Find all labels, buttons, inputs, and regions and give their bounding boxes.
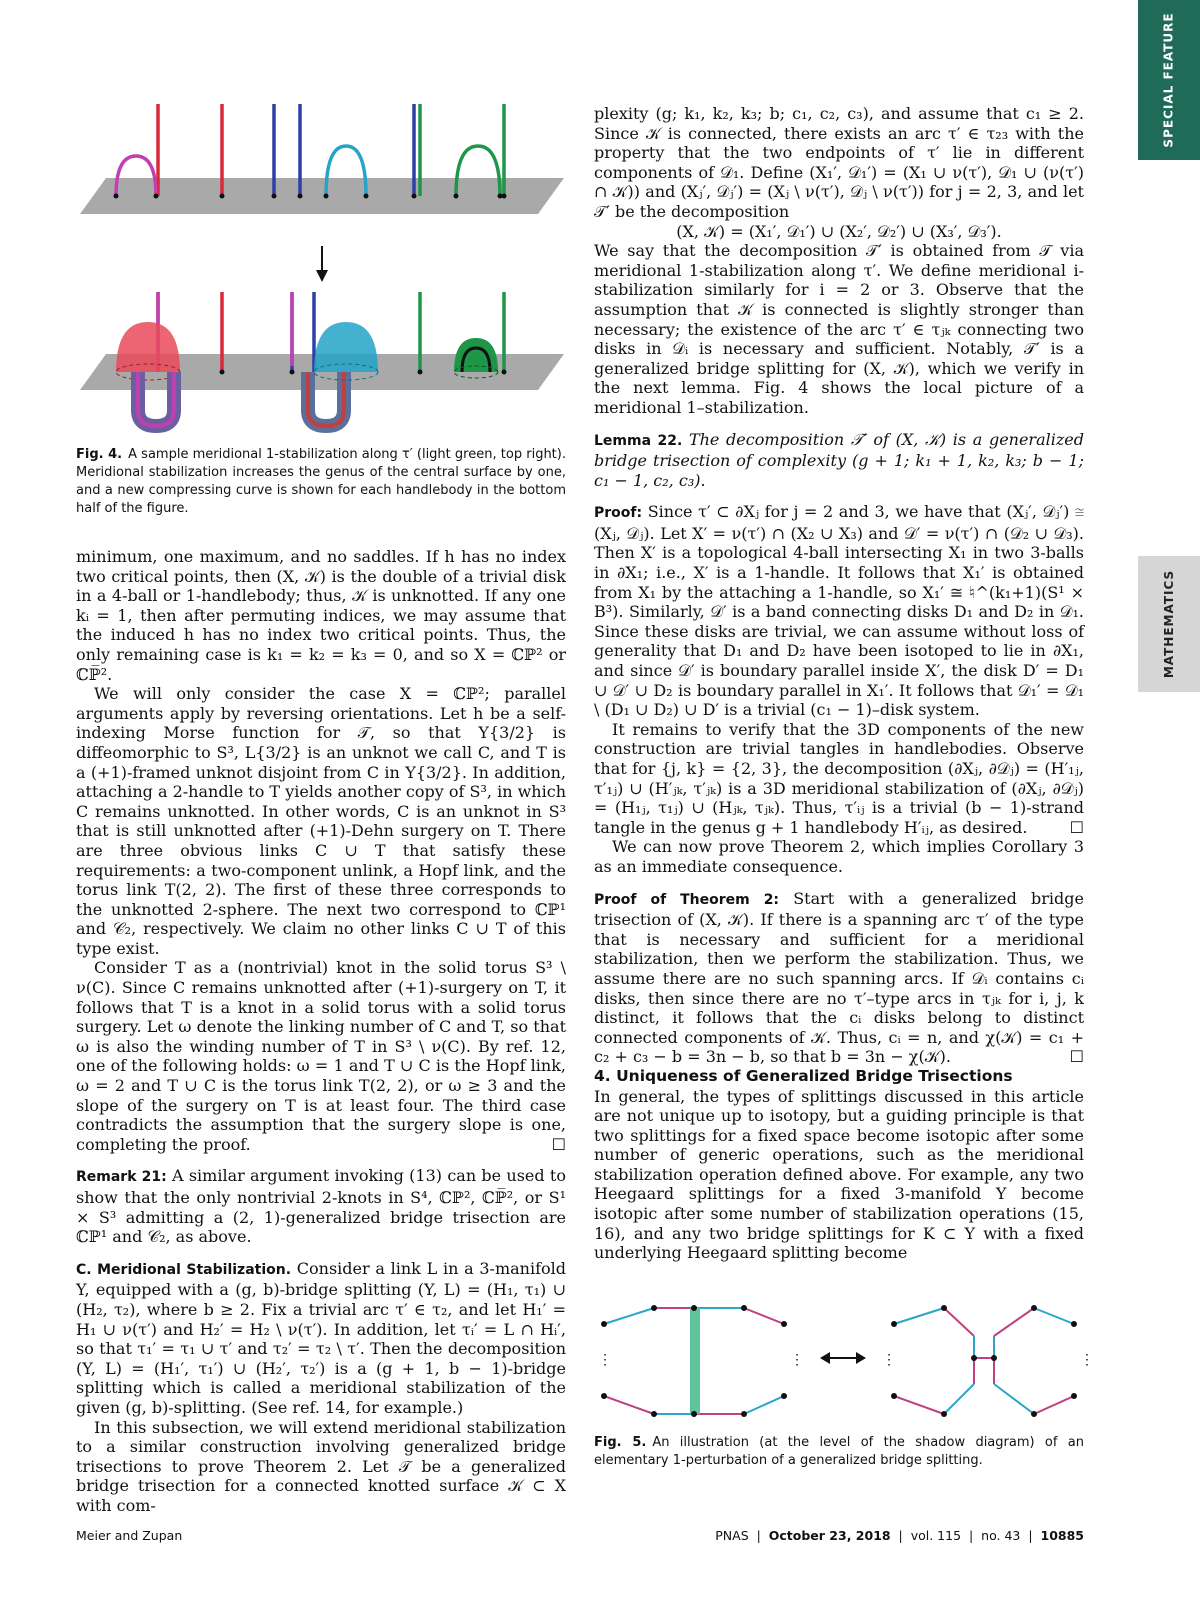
right-p3: It remains to verify that the 3D components of the new construction are trivial tangles in handlebodies. Observe that for {j, k} = {2, 3}, the decomposition (∂Xⱼ, ∂𝒟ⱼ) = (H′₁ⱼ, τ′₁ⱼ) ∪ (H′ⱼₖ, τ′ⱼₖ) is a 3D meridional stabilization of (∂Xⱼ, ∂𝒟ⱼ) = (H₁ⱼ, τ₁ⱼ) ∪ (Hⱼₖ, τⱼₖ). Thus, τ′ᵢⱼ is a trivial (b − 1)-strand tangle in the genus g + 1 handlebody H′ᵢⱼ, as desired. ☐	[594, 719, 1084, 837]
figure-5	[594, 1296, 1124, 1421]
lemma-22: Lemma 22. The decomposition 𝒯′ of (X, 𝒦) is a generalized bridge trisection of complexity (g + 1; k₁ + 1, k₂, k₃; b − 1; c₁ − 1, c₂, c₃).	[594, 429, 1084, 490]
footer-citation: PNAS | October 23, 2018 | vol. 115 | no. 43 | 10885	[715, 1528, 1084, 1543]
fig4-caption: Fig. 4. A sample meridional 1-stabilization along τ′ (light green, top right). Meridional stabilization increases the genus of the central surface by one, and a new compressing curve is shown for each handlebody in the bottom half of the figure.	[76, 447, 566, 516]
section-4-heading: 4. Uniqueness of Generalized Bridge Trisections	[594, 1066, 1013, 1085]
section-c: C. Meridional Stabilization. Consider a link L in a 3-manifold Y, equipped with a (g, b)-bridge splitting (Y, L) = (H₁, τ₁) ∪ (H₂, τ₂), where b ≥ 2. Fix a trivial arc τ′ ∈ τ₂, and let H₁′ = H₁ ∪ ν(τ′) and H₂′ = H₂ \ ν(τ′). In addition, let τᵢ′ = L ∩ Hᵢ′, so that τ₁′ = τ₁ ∪ τ′ and τ₂′ = τ₂ \ τ′. Then the decomposition (Y, L) = (H₁′, τ₁′) ∪ (H₂′, τ₂′) is a (g + 1, b − 1)-bridge splitting which is called a meridional stabilization of the given (g, b)-splitting. (See ref. 14, for example.)	[76, 1258, 566, 1417]
decomposition-equation: (X, 𝒦) = (X₁′, 𝒟₁′) ∪ (X₂′, 𝒟₂′) ∪ (X₃′, 𝒟₃′).	[676, 221, 1002, 241]
fig5-caption: Fig. 5. An illustration (at the level of the shadow diagram) of an elementary 1-perturbation of a generalized bridge splitting.	[594, 1435, 1084, 1468]
fig5-right-diagram	[894, 1308, 1074, 1414]
left-p2: We will only consider the case X = ℂℙ²; parallel arguments apply by reversing orientations. Let h be a self-indexing Morse function for 𝒯, so that Y{3/2} is diffeomorphic to S³, L{3/2} is an unknot we call C, and T is a (+1)-framed unknot disjoint from C in Y{3/2}. In addition, attaching a 2-handle to T yields another copy of S³, in which C remains unknotted. In other words, C is an unknot in S³ that is still unknotted after (+1)-Dehn surgery on T. There are three obvious links C ∪ T that satisfy these requirements: a two-component unlink, a Hopf link, and the torus link T(2, 2). The first of these three corresponds to the unknotted 2-sphere. The next two correspond to ℂℙ¹ and 𝒞₂, respectively. We claim no other links C ∪ T of this type exist.	[76, 684, 566, 958]
right-p2: We say that the decomposition 𝒯′ is obtained from 𝒯 via meridional 1-stabilization along τ′. We define meridional i-stabilization similarly for i = 2 or 3. Observe that the assumption that 𝒦 is connected is slightly stronger than necessary; the existence of the arc τ′ ∈ τⱼₖ connecting two disks in 𝒟ᵢ is necessary and sufficient. Notably, 𝒯′ is a generalized bridge splitting for (X, 𝒦), which we verify in the next lemma. Fig. 4 shows the local picture of a meridional 1–stabilization.	[594, 241, 1084, 417]
svg-text:⋮: ⋮	[882, 1352, 896, 1368]
svg-text:⋮: ⋮	[1080, 1352, 1094, 1368]
remark-21: Remark 21: A similar argument invoking (13) can be used to show that the only nontrivial 2-knots in S⁴, ℂℙ², ℂℙ̅², or S¹ × S³ admitting a (2, 1)-generalized bridge trisection are ℂℙ¹ and 𝒞₂, as above.	[76, 1166, 566, 1247]
fig4-down-arrow	[316, 246, 328, 282]
fig4-top-plane	[80, 178, 564, 214]
right-p1: plexity (g; k₁, k₂, k₃; b; c₁, c₂, c₃), and assume that c₁ ≥ 2. Since 𝒦 is connected, there exists an arc τ′ ∈ τ₂₃ with the property that the two endpoints of τ′ lie in different components of 𝒟₁. Define (X₁′, 𝒟₁′) = (X₁ ∪ ν(τ′), 𝒟₁ ∪ (ν(τ′) ∩ 𝒦)) and (Xⱼ′, 𝒟ⱼ′) = (Xⱼ \ ν(τ′), 𝒟ⱼ \ ν(τ′)) for j = 2, 3, and let 𝒯′ be the decomposition	[594, 104, 1084, 221]
right-column	[594, 104, 1084, 1263]
fig4-red-dome	[116, 322, 180, 372]
proof-lemma-22: Proof: Since τ′ ⊂ ∂Xⱼ for j = 2 and 3, we have that (Xⱼ′, 𝒟ⱼ′) ≅ (Xⱼ, 𝒟ⱼ). Let X′ = ν(τ′) ∩ (X₂ ∪ X₃) and 𝒟′ = ν(τ′) ∩ (𝒟₂ ∪ 𝒟₃). Then X′ is a topological 4-ball intersecting X₁ in two 3-balls in ∂X₁; i.e., X′ is a 1-handle. It follows that X₁′ is obtained from X₁ by the attaching a 1-handle, so X₁′ ≅ ♮^(k₁+1)(S¹ × B³). Similarly, 𝒟′ is a band connecting disks D₁ and D₂ in 𝒟₁. Since these disks are trivial, we can assume without loss of generality that D₁ and D₂ have been isotoped to lie in ∂X₁, and since 𝒟′ is boundary parallel inside X′, the disk D′ = D₁ ∪ 𝒟′ ∪ D₂ is boundary parallel in X₁′. It follows that 𝒟₁′ = 𝒟₁ \ (D₁ ∪ D₂) ∪ D′ is a trivial (c₁ − 1)–disk system.	[594, 502, 1084, 720]
left-column	[76, 547, 566, 1516]
proof-theorem-2: Proof of Theorem 2: Start with a generalized bridge trisection of (X, 𝒦). If there is a spanning arc τ′ of the type that is necessary and sufficient for a meridional stabilization, then we perform the stabilization. Thus, we assume there are no such spanning arcs. If 𝒟ᵢ contains cᵢ disks, then since there are no τ′–type arcs in τⱼₖ for i, j, k distinct, it follows that the cᵢ disks belong to distinct connected components of 𝒦. Thus, cᵢ = n, and χ(𝒦) = c₁ + c₂ + c₃ − b = 3n − b, so that b = 3n − χ(𝒦). ☐	[594, 888, 1084, 1067]
figure-4	[76, 96, 576, 446]
right-p5: In general, the types of splittings discussed in this article are not unique up to isotopy, but a guiding principle is that two splittings for a fixed space become isotopic after some number of generic operations, such as the meridional stabilization operation defined above. For example, any two Heegaard splittings for a fixed 3-manifold Y become isotopic after some number of stabilization operations (15, 16), and any two bridge splittings for K ⊂ Y with a fixed underlying Heegaard splitting become	[594, 1086, 1084, 1263]
left-p1: minimum, one maximum, and no saddles. If h has no index two critical points, then (X, 𝒦) is the double of a trivial disk in a 4-ball or 1-handlebody; thus, 𝒦 is unknotted. If any one kᵢ = 1, then after permuting indices, we may assume that the induced h has no index two critical points. Thus, the only remaining case is k₁ = k₂ = k₃ = 0, and so X = ℂℙ² or ℂℙ̅².	[76, 547, 566, 684]
special-feature-tab: SPECIAL FEATURE	[1138, 0, 1200, 160]
footer-authors: Meier and Zupan	[76, 1528, 183, 1543]
fig5-label: Fig. 5.	[594, 1435, 647, 1450]
fig5-band	[690, 1308, 700, 1414]
fig4-label: Fig. 4.	[76, 447, 123, 462]
svg-text:⋮: ⋮	[598, 1352, 612, 1368]
mathematics-tab: MATHEMATICS	[1138, 556, 1200, 692]
left-p3: Consider T as a (nontrivial) knot in the solid torus S³ \ ν(C). Since C remains unknotted after (+1)-surgery on T, it follows that T is a knot in a solid torus with a solid torus surgery. Let ω denote the linking number of C and T, so that ω is also the winding number of T in S³ \ ν(C). By ref. 12, one of the following holds: ω = 1 and T ∪ C is the Hopf link, ω = 2 and T ∪ C is the torus link T(2, 2), or ω ≥ 3 and the slope of the surgery on T is at least four. The third case contradicts the assumption that the surgery slope is one, completing the proof. ☐	[76, 958, 566, 1154]
fig4-green-dome	[454, 338, 498, 372]
fig5-double-arrow	[820, 1352, 866, 1364]
right-p4: We can now prove Theorem 2, which implies Corollary 3 as an immediate consequence.	[594, 837, 1084, 876]
svg-text:⋮: ⋮	[790, 1352, 804, 1368]
fig4-cyan-dome	[314, 322, 378, 372]
left-p4: In this subsection, we will extend meridional stabilization to a similar construction involving generalized bridge trisections to prove Theorem 2. Let 𝒯 be a generalized bridge trisection for a connected knotted surface 𝒦 ⊂ X with com-	[76, 1417, 566, 1515]
